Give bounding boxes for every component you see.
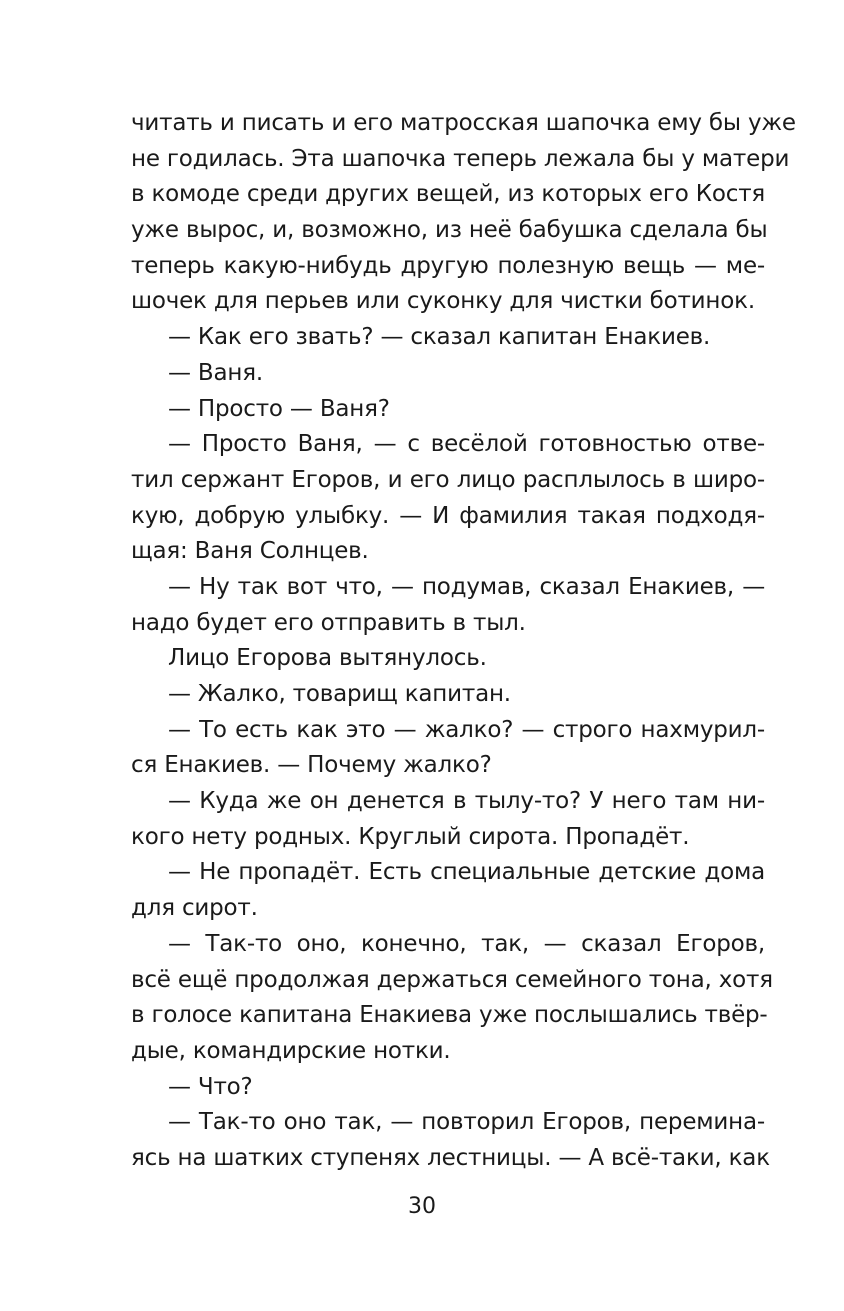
page-number: 30 [408,1194,436,1219]
text-line: в комоде среди других вещей, из которых его Костя [131,181,766,208]
text-line: Лицо Егорова вытянулось. [168,645,487,672]
text-line: — Жалко, товарищ капитан. [168,681,511,707]
text-line: для сирот. [131,895,258,922]
text-line: шочек для перьев или суконку для чистки ботинок. [131,288,755,315]
text-line: дые, командирские нотки. [131,1037,451,1064]
text-line: — Просто — Ваня? [168,395,390,422]
text-line: — Куда же он денется в тылу-то? У него там ни- [168,788,765,815]
text-line: ясь на шатких ступенях лестницы. — А всё-таки, как [131,1144,770,1171]
text-line: тил сержант Егоров, и его лицо расплылось в широ- [131,466,765,493]
text-line: — Что? [168,1073,253,1100]
text-line: — Так-то оно так, — повторил Егоров, перемина- [168,1109,765,1136]
text-line: — Ваня. [168,359,263,386]
text-line: — Как его звать? — сказал капитан Енакиев. [168,324,711,351]
text-line: кого нету родных. Круглый сирота. Пропадёт. [131,823,690,850]
text-line: надо будет его отправить в тыл. [131,609,526,636]
text-line: кую, добрую улыбку. — И фамилия такая подходя- [131,502,765,529]
text-line: не годилась. Эта шапочка теперь лежала бы у матери [131,145,790,172]
text-line: — То есть как это — жалко? — строго нахмурил- [168,716,765,743]
text-line: — Ну так вот что, — подумав, сказал Енакиев, — [168,573,765,600]
text-line: ся Енакиев. — Почему жалко? [131,752,492,779]
body-text [131,106,796,1177]
text-line: — Так-то оно, конечно, так, — сказал Егоров, [168,930,765,957]
text-line: щая: Ваня Солнцев. [131,538,369,565]
text-line: теперь какую-нибудь другую полезную вещь — ме- [131,252,765,279]
text-line: — Не пропадёт. Есть специальные детские дома [168,859,765,886]
text-line: читать и писать и его матросская шапочка ему бы уже [131,110,796,136]
text-line: всё ещё продолжая держаться семейного тона, хотя [131,966,773,993]
text-line: — Просто Ваня, — с весёлой готовностью отве- [168,431,765,458]
text-line: в голосе капитана Енакиева уже послышались твёр- [131,1002,768,1029]
text-line: уже вырос, и, возможно, из неё бабушка сделала бы [131,217,768,244]
